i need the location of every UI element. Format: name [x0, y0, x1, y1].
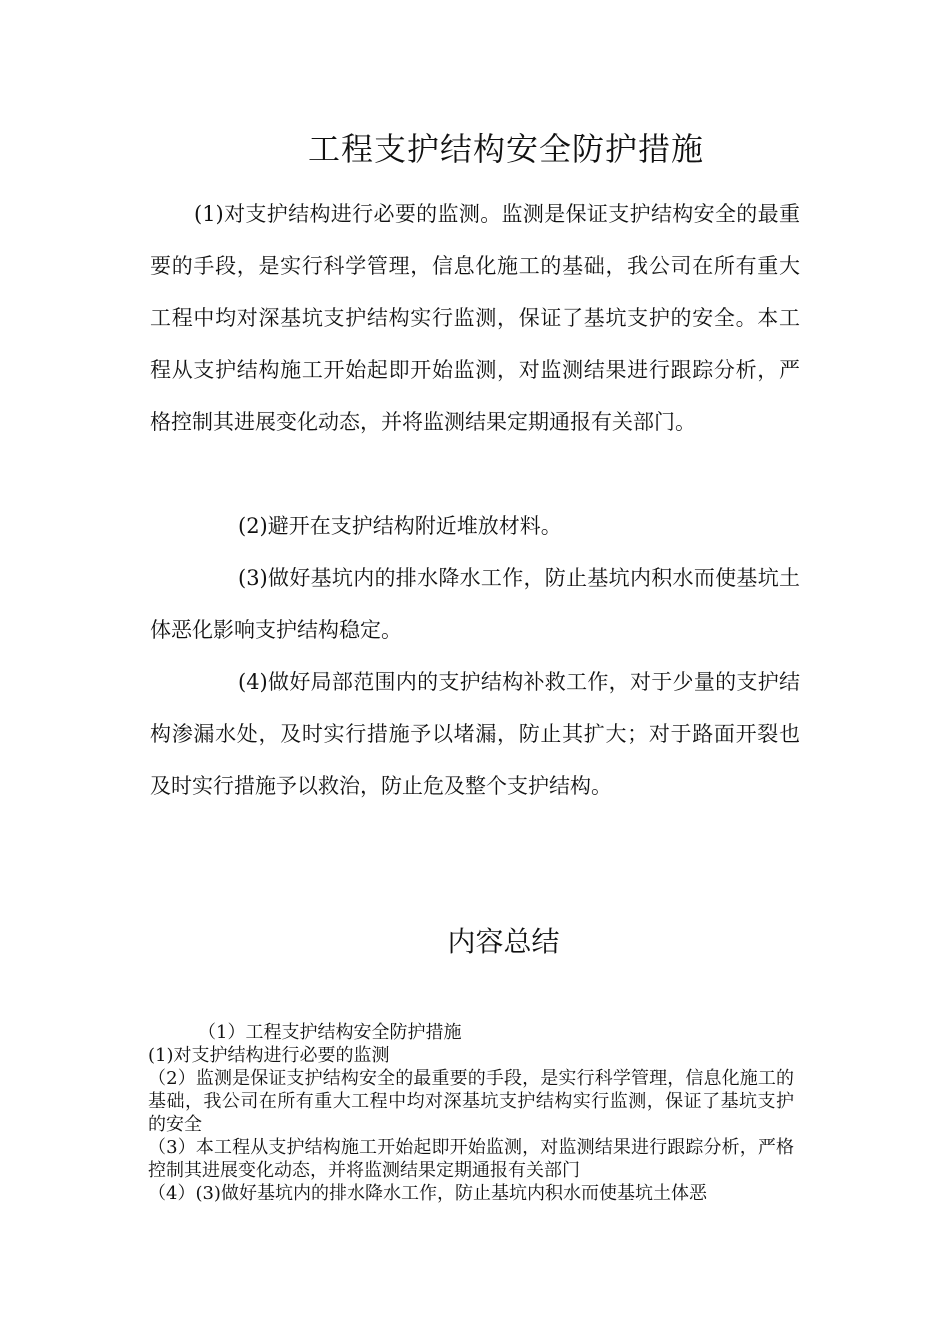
paragraph-1: (1)对支护结构进行必要的监测。监测是保证支护结构安全的最重要的手段，是实行科学管理，信息化施工的基础，我公司在所有重大工程中均对深基坑支护结构实行监测，保证了基坑支护的安全。本工程从支护结构施工开始起即开始监测，对监测结果进行跟踪分析，严格控制其进展变化动态，并将监测结果定期通报有关部门。: [150, 202, 800, 434]
summary-section: [148, 1021, 794, 1205]
summary-line-4: （3）本工程从支护结构施工开始起即开始监测，对监测结果进行跟踪分析，严格控制其进展变化动态，并将监测结果定期通报有关部门: [148, 1137, 794, 1181]
summary-line-3: （2）监测是保证支护结构安全的最重要的手段，是实行科学管理，信息化施工的基础，我公司在所有重大工程中均对深基坑支护结构实行监测，保证了基坑支护的安全: [148, 1068, 794, 1135]
summary-line-2: (1)对支护结构进行必要的监测: [148, 1045, 390, 1066]
paragraph-2: (2)避开在支护结构附近堆放材料。: [238, 514, 562, 538]
summary-line-5: （4）(3)做好基坑内的排水降水工作，防止基坑内积水而使基坑土体恶: [148, 1183, 707, 1204]
document-title: 工程支护结构安全防护措施: [307, 130, 704, 168]
summary-line-1: （1）工程支护结构安全防护措施: [198, 1022, 462, 1043]
summary-title: 内容总结: [447, 925, 560, 958]
paragraph-4: (4)做好局部范围内的支护结构补救工作，对于少量的支护结构渗漏水处，及时实行措施予以堵漏，防止其扩大；对于路面开裂也及时实行措施予以救治，防止危及整个支护结构。: [150, 670, 800, 798]
paragraph-3: (3)做好基坑内的排水降水工作，防止基坑内积水而使基坑土体恶化影响支护结构稳定。: [150, 566, 800, 642]
